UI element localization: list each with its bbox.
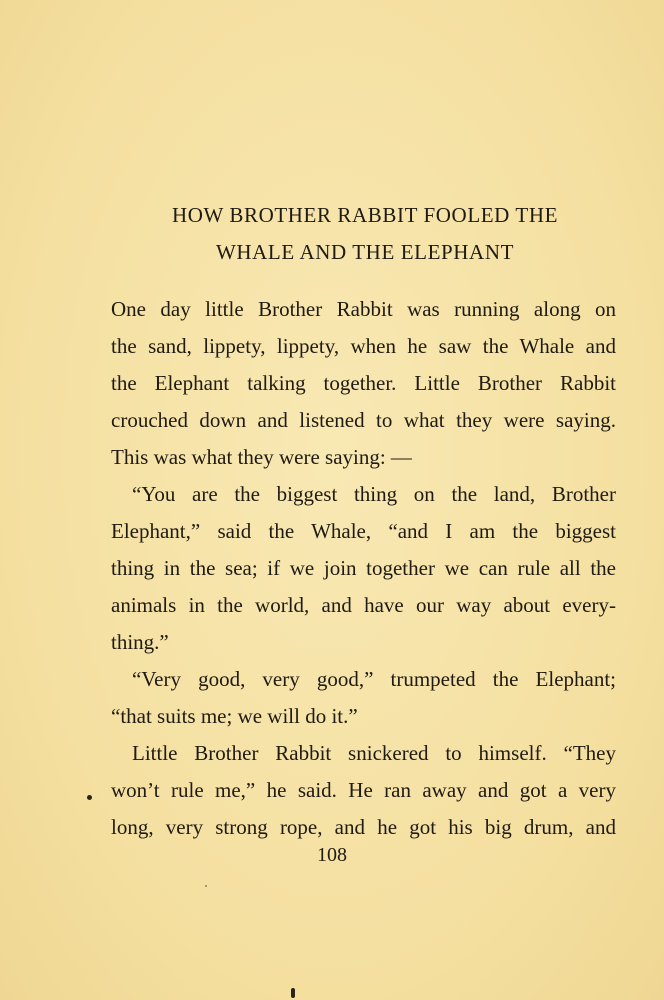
ink-speck — [205, 885, 207, 887]
body-line-7: Elephant,” said the Whale, “and I am the biggest — [111, 519, 616, 543]
chapter-title-line-1: HOW BROTHER RABBIT FOOLED THE — [171, 203, 559, 227]
body-line-10: thing.” — [111, 630, 169, 654]
ink-speck — [291, 988, 295, 998]
body-line-3: the Elephant talking together. Little Brother Rabbit — [111, 371, 616, 395]
body-line-4: crouched down and listened to what they were saying. — [111, 408, 616, 432]
ink-speck — [87, 795, 92, 800]
body-line-15: long, very strong rope, and he got his big drum, and — [111, 815, 616, 839]
body-line-13: Little Brother Rabbit snickered to himself. “They — [132, 741, 616, 765]
body-line-5: This was what they were saying: — — [111, 445, 412, 469]
body-line-1: One day little Brother Rabbit was running along on — [111, 297, 616, 321]
body-line-8: thing in the sea; if we join together we can rule all the — [111, 556, 616, 580]
body-line-14: won’t rule me,” he said. He ran away and got a very — [111, 778, 616, 802]
body-line-2: the sand, lippety, lippety, when he saw the Whale and — [111, 334, 616, 358]
body-line-9: animals in the world, and have our way about every- — [111, 593, 616, 617]
chapter-title-line-2: WHALE AND THE ELEPHANT — [215, 240, 515, 264]
body-line-12: “that suits me; we will do it.” — [111, 704, 358, 728]
page-number: 108 — [317, 844, 347, 866]
body-line-6: “You are the biggest thing on the land, Brother — [132, 482, 616, 506]
body-line-11: “Very good, very good,” trumpeted the Elephant; — [132, 667, 616, 691]
